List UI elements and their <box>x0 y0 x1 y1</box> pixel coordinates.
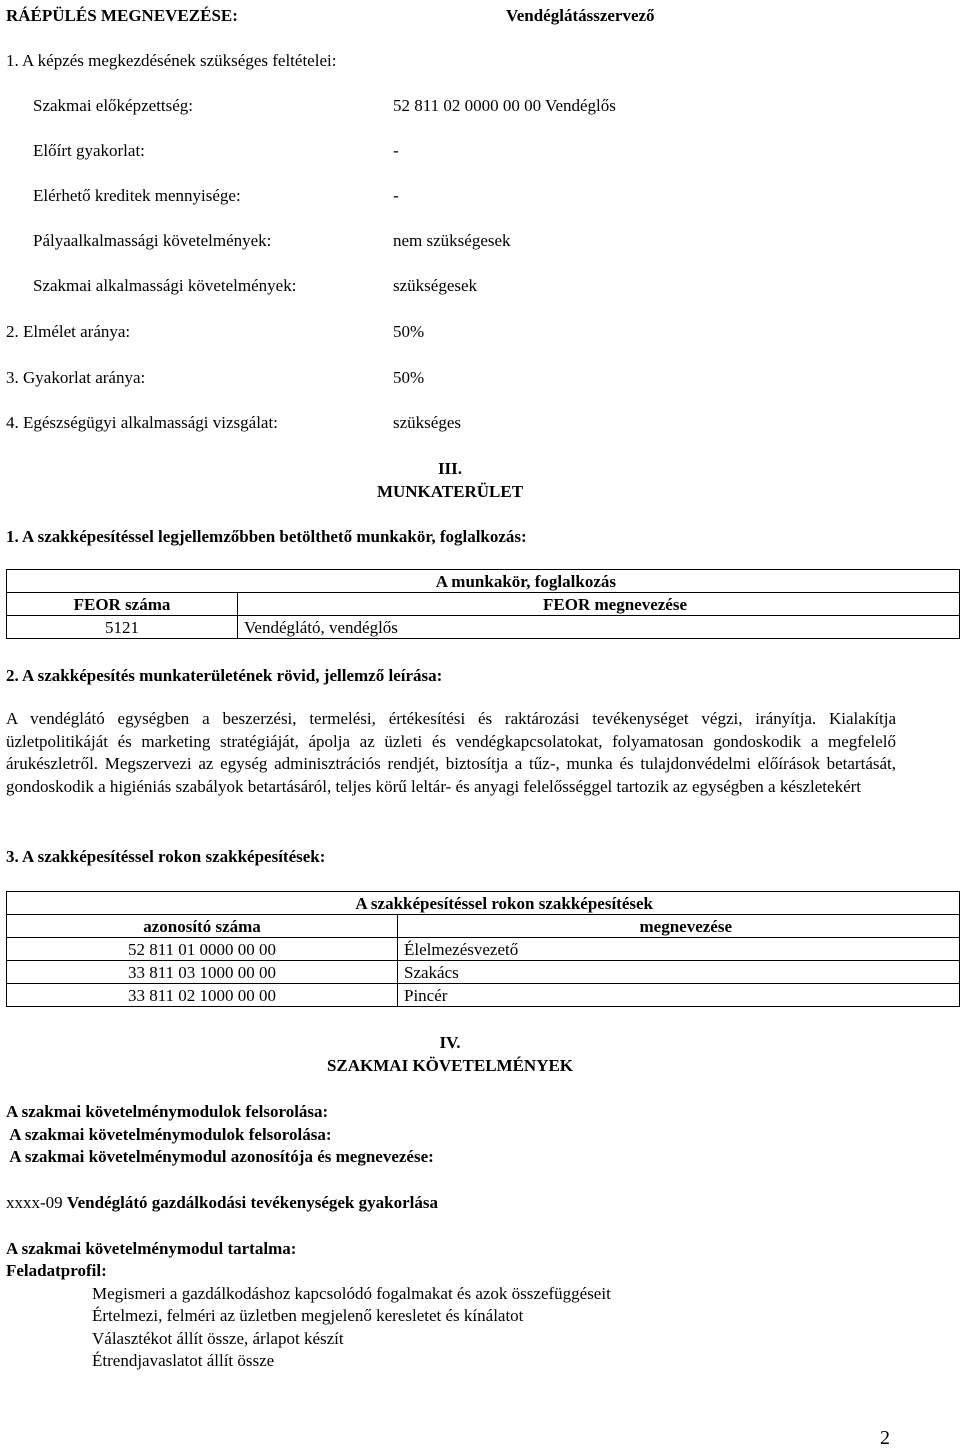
qual-name-cell: Élelmezésvezető <box>398 938 960 961</box>
qual-name-cell: Szakács <box>398 961 960 984</box>
module-line <box>6 1193 438 1213</box>
prereq-label: Szakmai előképzettség: <box>33 96 194 115</box>
table-row <box>7 616 960 639</box>
qual-code-cell: 33 811 02 1000 00 00 <box>7 984 398 1007</box>
prof-fit-value: szükségesek <box>393 276 478 295</box>
chapter-3-title: MUNKATERÜLET <box>376 482 524 501</box>
table-header: A szakképesítéssel rokon szakképesítések <box>7 892 960 915</box>
doc-header-label: RÁÉPÜLÉS MEGNEVEZÉSE: <box>6 6 238 25</box>
col-header-feor-name: FEOR megnevezése <box>238 593 960 616</box>
col-header-feor-number: FEOR száma <box>7 593 238 616</box>
module-list-heading-2: A szakmai követelménymodulok felsorolása: <box>6 1125 332 1144</box>
occupation-table <box>6 569 960 639</box>
list-item: Választékot állít össze, árlapot készít <box>92 1329 344 1348</box>
prof-fit-label: Szakmai alkalmassági követelmények: <box>33 276 297 295</box>
module-content-label: A szakmai követelménymodul tartalma: <box>6 1239 297 1258</box>
career-fit-value: nem szükségesek <box>393 231 511 250</box>
feor-name-cell: Vendéglátó, vendéglős <box>238 616 960 639</box>
chapter-4-title: SZAKMAI KÖVETELMÉNYEK <box>326 1056 574 1075</box>
table-row <box>7 984 960 1007</box>
related-qualifications-table <box>6 891 960 1007</box>
practice-ratio-label: 3. Gyakorlat aránya: <box>6 368 146 387</box>
q2-title: 2. A szakképesítés munkaterületének rövid, jellemző leírása: <box>6 666 443 685</box>
list-item: Megismeri a gazdálkodáshoz kapcsolódó fogalmakat és azok összefüggéseit <box>92 1284 611 1303</box>
practice-label: Előírt gyakorlat: <box>33 141 145 160</box>
page-number: 2 <box>880 1427 890 1449</box>
task-profile-label: Feladatprofil: <box>6 1261 107 1280</box>
qual-code-cell: 52 811 01 0000 00 00 <box>7 938 398 961</box>
col-header-id: azonosító száma <box>7 915 398 938</box>
work-description: A vendéglátó egységben a beszerzési, termelési, értékesítési és raktározási tevékenységet végzi, irányítja. Kialakítja üzletpolitikáját és marketing stratégiáját, ápolja az üzleti és vendégkapcsolatokat, folyamatosan gondoskodik a megfelelő árukészletről. Megszervezi az egység adminisztrációs rendjét, biztosítja a tűz-, munka és tulajdonvédelmi előírások betartását, gondoskodik a higiéniás szabályok betartásáról, teljes körű leltár- és anyagi felelősséggel tartozik az egységben a készletekért <box>6 709 896 796</box>
health-exam-value: szükséges <box>393 413 461 432</box>
career-fit-label: Pályaalkalmassági követelmények: <box>33 231 272 250</box>
col-header-name: megnevezése <box>398 915 960 938</box>
module-name: Vendéglátó gazdálkodási tevékenységek gyakorlása <box>66 1193 438 1212</box>
module-id-heading: A szakmai követelménymodul azonosítója és megnevezése: <box>6 1147 434 1166</box>
practice-value: - <box>393 141 399 160</box>
table-header-row <box>7 892 960 915</box>
list-item: Étrendjavaslatot állít össze <box>92 1351 275 1370</box>
module-code: xxxx-09 <box>6 1193 63 1212</box>
table-column-row <box>7 915 960 938</box>
chapter-3-roman: III. <box>437 459 463 478</box>
table-column-row <box>7 593 960 616</box>
theory-ratio-value: 50% <box>393 322 425 341</box>
table-row <box>7 961 960 984</box>
table-row <box>7 938 960 961</box>
doc-header-title: Vendéglátásszervező <box>506 6 655 25</box>
qual-code-cell: 33 811 03 1000 00 00 <box>7 961 398 984</box>
prereq-value: 52 811 02 0000 00 00 Vendéglős <box>393 96 616 115</box>
q3-title: 3. A szakképesítéssel rokon szakképesítések: <box>6 847 326 866</box>
health-exam-label: 4. Egészségügyi alkalmassági vizsgálat: <box>6 413 278 432</box>
table-header-row <box>7 570 960 593</box>
list-item: Értelmezi, felméri az üzletben megjelenő keresletet és kínálatot <box>92 1306 524 1325</box>
q1-title: 1. A szakképesítéssel legjellemzőbben betölthető munkakör, foglalkozás: <box>6 527 527 546</box>
practice-ratio-value: 50% <box>393 368 425 387</box>
chapter-4-roman: IV. <box>439 1033 461 1052</box>
credits-label: Elérhető kreditek mennyisége: <box>33 186 241 205</box>
theory-ratio-label: 2. Elmélet aránya: <box>6 322 131 341</box>
credits-value: - <box>393 186 399 205</box>
table-header: A munkakör, foglalkozás <box>7 570 960 593</box>
qual-name-cell: Pincér <box>398 984 960 1007</box>
feor-code-cell: 5121 <box>7 616 238 639</box>
module-list-heading: A szakmai követelménymodulok felsorolása: <box>6 1102 329 1121</box>
section-1-title: 1. A képzés megkezdésének szükséges feltételei: <box>6 51 337 70</box>
